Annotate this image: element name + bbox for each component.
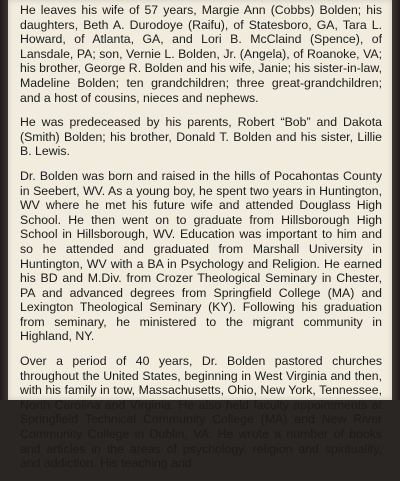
obituary-text <box>20 3 382 481</box>
paragraph-survivors: He leaves his wife of 57 years, Margie Ann (Cobbs) Bolden; his daughters, Beth A. Durodoye (Raifu), of Statesboro, GA, Tara L. Howard, of Atlanta, GA, and Lori B. McClaind (Spence), of Lansdale, PA; son, Vernie L. Bolden, Jr. (Angela), of Roanoke, VA; his brother, George R. Bolden and his wife, Janie; his sister-in-law, Madeline Bolden; ten grandchildren; three great-grandchildren; and a host of cousins, nieces and nephews. <box>20 3 382 105</box>
frame-right-edge <box>392 0 400 400</box>
paragraph-career: Over a period of 40 years, Dr. Bolden pastored churches throughout the United States, beginning in West Virginia and then, with his family in tow, Massachusetts, Ohio, New York, Tennessee, North Carolina and Virginia. He also held faculty appointments at Springfield Technical Community College (MA) and New River Community College in Dublin, VA. He wrote a number of books and articles in the areas of psychology, religion and spirituality, and addiction. His teaching and <box>20 354 382 471</box>
frame-left-edge <box>0 0 8 400</box>
paragraph-early-life: Dr. Bolden was born and raised in the hills of Pocahontas County in Seebert, WV. As a young boy, he spent two years in Huntington, WV where he met his future wife and attended Douglass High School. He then went on to graduate from Hillsborough High School in Hillsborough, WV. Education was important to him and so he attended and graduated from Marshall University in Huntington, WV with a BA in Psychology and Religion. He earned his BD and M.Div. from Crozer Theological Seminary in Chester, PA and advanced degrees from Springfield College (MA) and Lexington Theological Seminary (KY). Following his graduation from seminary, he ministered to the migrant community in Highland, NY. <box>20 168 382 344</box>
paragraph-predeceased: He was predeceased by his parents, Robert “Bob” and Dakota (Smith) Bolden; his brother, Donald T. Bolden and his sister, Lillie B. Lewis. <box>20 115 382 159</box>
obituary-page <box>8 0 392 471</box>
